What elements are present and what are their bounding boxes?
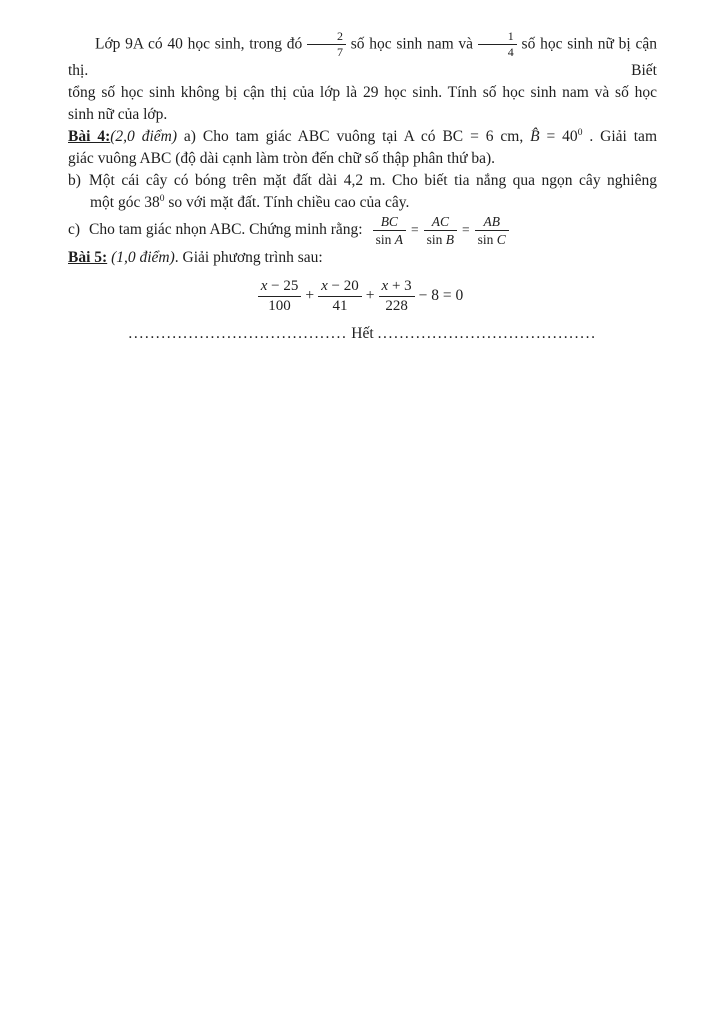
sin-function: sin <box>375 231 392 247</box>
bai4-points: (2,0 điểm) <box>110 127 177 145</box>
problem4-section <box>68 126 657 247</box>
variable: B <box>445 231 455 247</box>
fraction-denominator: 41 <box>332 297 348 314</box>
fraction-denominator: 4 <box>507 45 514 60</box>
fraction-two-sevenths <box>307 30 346 60</box>
text-run: . Giải phương trình sau: <box>174 249 323 267</box>
text-run: − 20 <box>327 278 359 295</box>
text-run: một góc 38 <box>90 193 160 211</box>
text-run: số học sinh nam và <box>345 35 478 53</box>
variable-x: x <box>260 278 268 295</box>
text-run: − 25 <box>267 278 299 295</box>
equals-sign: = <box>411 222 419 238</box>
bai4-line2: giác vuông ABC (độ dài cạnh làm tròn đến chữ số thập phân thứ ba). <box>68 149 496 167</box>
equation-tail: − 8 = 0 <box>418 287 464 305</box>
text-run: a) Cho tam giác ABC vuông tại A có BC = 6 cm, <box>176 127 531 145</box>
sin-function: sin <box>477 231 494 247</box>
fraction-ac-sinb <box>424 214 457 247</box>
bai5-points: (1,0 điểm) <box>107 249 175 267</box>
bai4-label: Bài 4: <box>68 127 111 145</box>
bai4-item-b-line1 <box>68 170 657 192</box>
problem3-line1 <box>68 30 657 82</box>
equals-sign: = <box>462 222 470 238</box>
fraction-numerator: 1 <box>478 30 517 45</box>
bai5-label: Bài 5: <box>68 249 108 267</box>
problem3-line3: sinh nữ của lớp. <box>68 105 168 123</box>
fraction-bc-sina <box>373 214 406 247</box>
text-run: số học sinh nữ bị cận thị. Biết <box>68 35 657 79</box>
sine-rule-formula <box>373 214 509 247</box>
item-c-marker: c) <box>68 221 81 239</box>
degree-superscript: 0 <box>577 127 583 138</box>
plus-sign: + <box>305 287 315 305</box>
text-run: Một cái cây có bóng trên mặt đất dài 4,2 m. Cho biết tia nắng qua ngọn cây nghiêng <box>89 171 657 189</box>
end-marker-line <box>68 323 657 345</box>
fraction-numerator <box>379 278 415 297</box>
fraction-denominator <box>475 231 509 247</box>
variable: A <box>394 231 404 247</box>
text-run: . Giải tam <box>582 127 657 145</box>
fraction-numerator: AC <box>424 214 457 231</box>
fraction-term-3 <box>379 278 415 315</box>
fraction-denominator: 7 <box>336 45 343 60</box>
dotted-leader-left: ........................................ <box>128 324 348 342</box>
fraction-one-fourth <box>478 30 517 60</box>
fraction-term-2 <box>318 278 362 315</box>
text-run: so với mặt đất. Tính chiều cao của cây. <box>164 193 410 211</box>
dotted-leader-right: ........................................ <box>377 324 597 342</box>
text-run: Cho tam giác nhọn ABC. Chứng minh rằng: <box>89 221 363 239</box>
fraction-numerator <box>258 278 302 297</box>
text-run: + 3 <box>388 278 412 295</box>
fraction-denominator: 228 <box>385 297 408 314</box>
degree-superscript: 0 <box>159 193 165 204</box>
angle-b-hat-symbol: B̂ <box>530 127 540 145</box>
fraction-denominator: 100 <box>268 297 291 314</box>
fraction-numerator: AB <box>475 214 509 231</box>
problem5-section <box>68 247 657 315</box>
variable-x: x <box>321 278 328 295</box>
text-run: = 40 <box>539 127 578 145</box>
fraction-denominator <box>424 231 457 247</box>
het-end-text: Hết <box>351 324 374 342</box>
sin-function: sin <box>426 231 443 247</box>
problem3-line2: tổng số học sinh không bị cận thị của lớp là 29 học sinh. Tính số học sinh nam và số học <box>68 83 657 101</box>
bai4-item-b-line2 <box>68 192 657 214</box>
fraction-numerator: 2 <box>307 30 346 45</box>
fraction-numerator: BC <box>373 214 406 231</box>
fraction-numerator <box>318 278 362 297</box>
item-b-marker: b) <box>68 171 81 189</box>
problem3-paragraph <box>68 30 657 126</box>
plus-sign: + <box>365 287 375 305</box>
variable: C <box>496 231 506 247</box>
fraction-ab-sinc <box>475 214 509 247</box>
text-run: Lớp 9A có 40 học sinh, trong đó <box>95 35 307 53</box>
bai4-line1 <box>68 126 657 148</box>
bai4-item-c-line <box>68 214 657 247</box>
fraction-denominator <box>373 231 406 247</box>
bai5-line <box>68 247 657 269</box>
variable-x: x <box>381 278 389 295</box>
bai5-equation <box>68 278 657 315</box>
fraction-term-1 <box>258 278 302 315</box>
